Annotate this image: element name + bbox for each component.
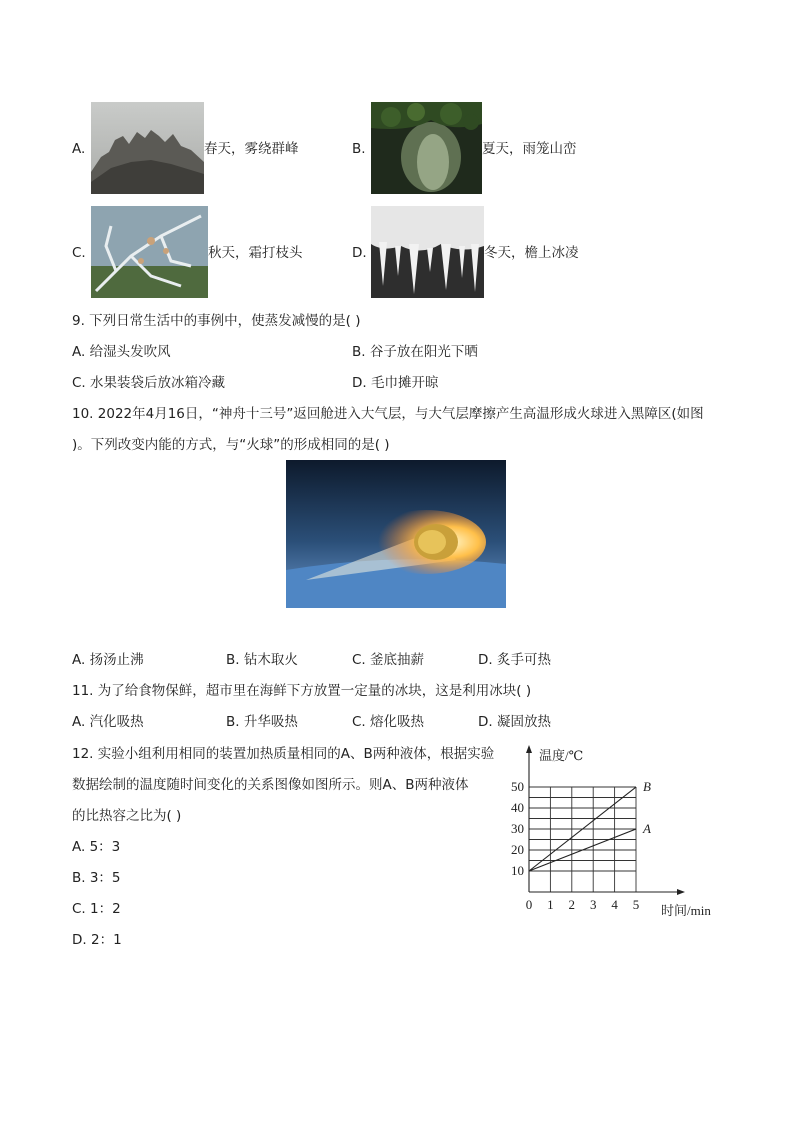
q10-option-d: D. 炙手可热: [478, 652, 551, 668]
series-label-b: B: [643, 779, 651, 794]
x-tick-label: 4: [611, 897, 618, 912]
y-axis-label: 温度/℃: [539, 748, 584, 763]
y-tick-label: 20: [511, 842, 524, 857]
x-tick-label: 3: [589, 897, 597, 912]
x-tick-label: 0: [525, 897, 533, 912]
x-tick-label: 5: [632, 897, 640, 912]
q10-stem-line1: 10. 2022年4月16日，“神舟十三号”返回舱进入大气层，与大气层摩擦产生高温形成火球进入黑障区(如图: [72, 406, 704, 422]
q9-option-b: B. 谷子放在阳光下晒: [352, 344, 478, 360]
x-axis-arrow: [677, 889, 685, 895]
q9-option-d: D. 毛巾摊开晾: [352, 375, 439, 391]
q10-option-c: C. 釜底抽薪: [352, 652, 425, 668]
y-tick-label: 10: [511, 863, 524, 878]
q12-option-d: D. 2：1: [72, 932, 122, 948]
q11-option-d: D. 凝固放热: [478, 714, 551, 730]
q11-stem: 11. 为了给食物保鲜，超市里在海鲜下方放置一定量的冰块，这是利用冰块( ): [72, 683, 532, 699]
q9-option-c: C. 水果装袋后放冰箱冷藏: [72, 375, 226, 391]
q8-option-b-caption: 夏天，雨笼山峦: [482, 141, 577, 157]
q12-option-c: C. 1：2: [72, 901, 121, 917]
x-tick-label: 1: [547, 897, 554, 912]
y-axis-arrow: [526, 745, 532, 753]
q8-image-mountains-fog: [91, 102, 204, 194]
x-axis-label: 时间/min: [661, 903, 711, 918]
q12-stem-line3: 的比热容之比为( ): [72, 808, 182, 824]
q12-option-a: A. 5：3: [72, 839, 121, 855]
chart-grid: [529, 787, 636, 892]
q8-option-a-caption: 春天，雾绕群峰: [204, 141, 299, 157]
q11-option-b: B. 升华吸热: [226, 714, 298, 730]
q9-option-a: A. 给湿头发吹风: [72, 344, 171, 360]
q12-stem-line2: 数据绘制的温度随时间变化的关系图像如图所示。则A、B两种液体: [72, 777, 469, 793]
temperature-time-chart: [500, 740, 730, 925]
y-tick-label: 50: [511, 779, 524, 794]
chart-axes: [526, 745, 685, 895]
q12-stem-line1: 12. 实验小组利用相同的装置加热质量相同的A、B两种液体，根据实验: [72, 746, 495, 762]
q10-option-b: B. 钻木取火: [226, 652, 298, 668]
q8-option-d-caption: 冬天，檐上冰凌: [484, 245, 579, 261]
q10-stem-line2: )。下列改变内能的方式，与“火球”的形成相同的是( ): [72, 437, 390, 453]
q8-image-frost-branches: [91, 206, 208, 298]
q11-option-a: A. 汽化吸热: [72, 714, 144, 730]
q8-image-icicles: [371, 206, 484, 298]
q11-option-c: C. 熔化吸热: [352, 714, 425, 730]
q9-stem: 9. 下列日常生活中的事例中，使蒸发减慢的是( ): [72, 313, 361, 329]
series-label-a: A: [643, 821, 651, 836]
q12-option-b: B. 3：5: [72, 870, 121, 886]
q10-option-a: A. 扬汤止沸: [72, 652, 144, 668]
q8-option-c-caption: 秋天，霜打枝头: [208, 245, 303, 261]
y-tick-label: 30: [511, 821, 524, 836]
q8-image-rain-forest: [371, 102, 482, 194]
q8-option-b-letter: B.: [352, 141, 366, 157]
q8-option-d-letter: D.: [352, 245, 367, 261]
q8-option-a-letter: A.: [72, 141, 86, 157]
q10-image-reentry-fireball: [286, 460, 506, 608]
y-tick-label: 40: [511, 800, 524, 815]
q8-option-c-letter: C.: [72, 245, 86, 261]
x-tick-label: 2: [568, 897, 576, 912]
